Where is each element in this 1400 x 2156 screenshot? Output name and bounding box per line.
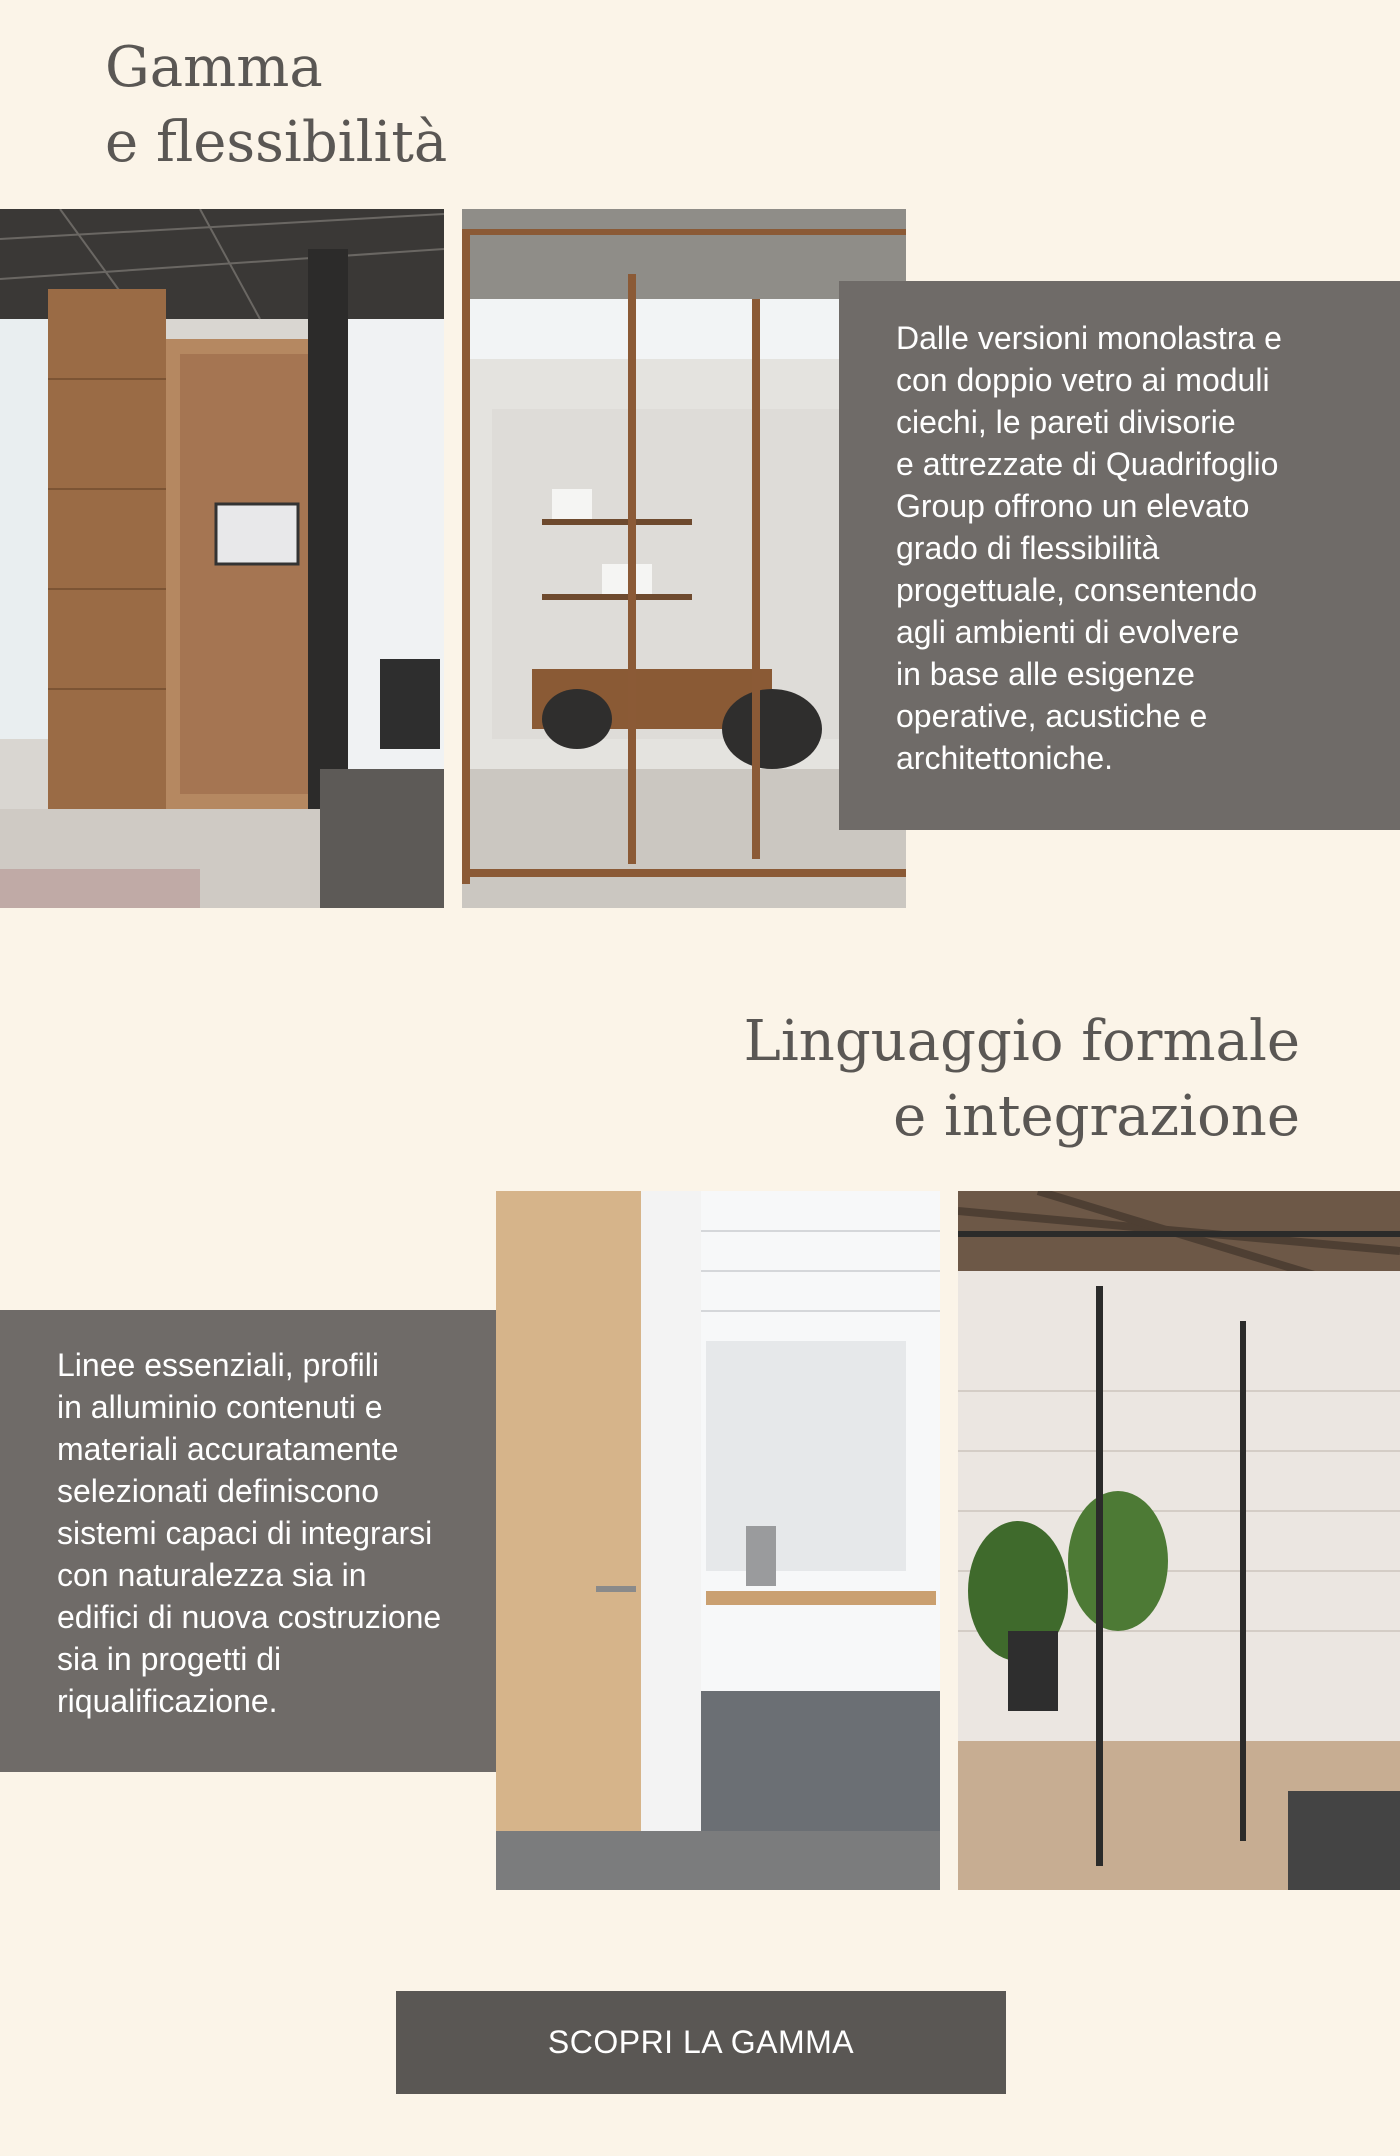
description-panel-flessibilita [839, 281, 1400, 830]
description-line: Linee essenziali, profili [57, 1347, 379, 1383]
scopri-la-gamma-button[interactable]: SCOPRI LA GAMMA [396, 1991, 1006, 2094]
photo-glass-brick-wall [958, 1191, 1400, 1890]
title-line: Linguaggio formale [743, 1009, 1300, 1074]
description-panel-integrazione [0, 1310, 561, 1772]
description-line: operative, acustiche e [896, 698, 1208, 734]
description-line: grado di flessibilità [896, 530, 1160, 566]
section-title-linguaggio [744, 1004, 1300, 1154]
description-line: selezionati definiscono [57, 1473, 379, 1509]
description-line: in alluminio contenuti e [57, 1389, 383, 1425]
description-line: architettoniche. [896, 740, 1114, 776]
description-line: edifici di nuova costruzione [57, 1599, 442, 1635]
photo-wood-wall-office [0, 209, 444, 908]
section-title-gamma [105, 30, 447, 180]
description-line: progettuale, consentendo [896, 572, 1258, 608]
description-line: sistemi capaci di integrarsi [57, 1515, 433, 1551]
description-line: agli ambienti di evolvere [896, 614, 1240, 650]
description-line: materiali accuratamente [57, 1431, 399, 1467]
description-line: sia in progetti di [57, 1641, 282, 1677]
description-line: Group offrono un elevato [896, 488, 1250, 524]
description-line: in base alle esigenze [896, 656, 1195, 692]
title-line: e flessibilità [105, 110, 448, 175]
description-line: e attrezzate di Quadrifoglio [896, 446, 1279, 482]
description-line: ciechi, le pareti divisorie [896, 404, 1236, 440]
title-line: e integrazione [893, 1084, 1300, 1149]
title-line: Gamma [105, 35, 323, 100]
description-line: Dalle versioni monolastra e [896, 320, 1282, 356]
description-line: riqualificazione. [57, 1683, 278, 1719]
description-line: con naturalezza sia in [57, 1557, 367, 1593]
description-line: con doppio vetro ai moduli [896, 362, 1270, 398]
photo-wood-door-office [496, 1191, 940, 1890]
